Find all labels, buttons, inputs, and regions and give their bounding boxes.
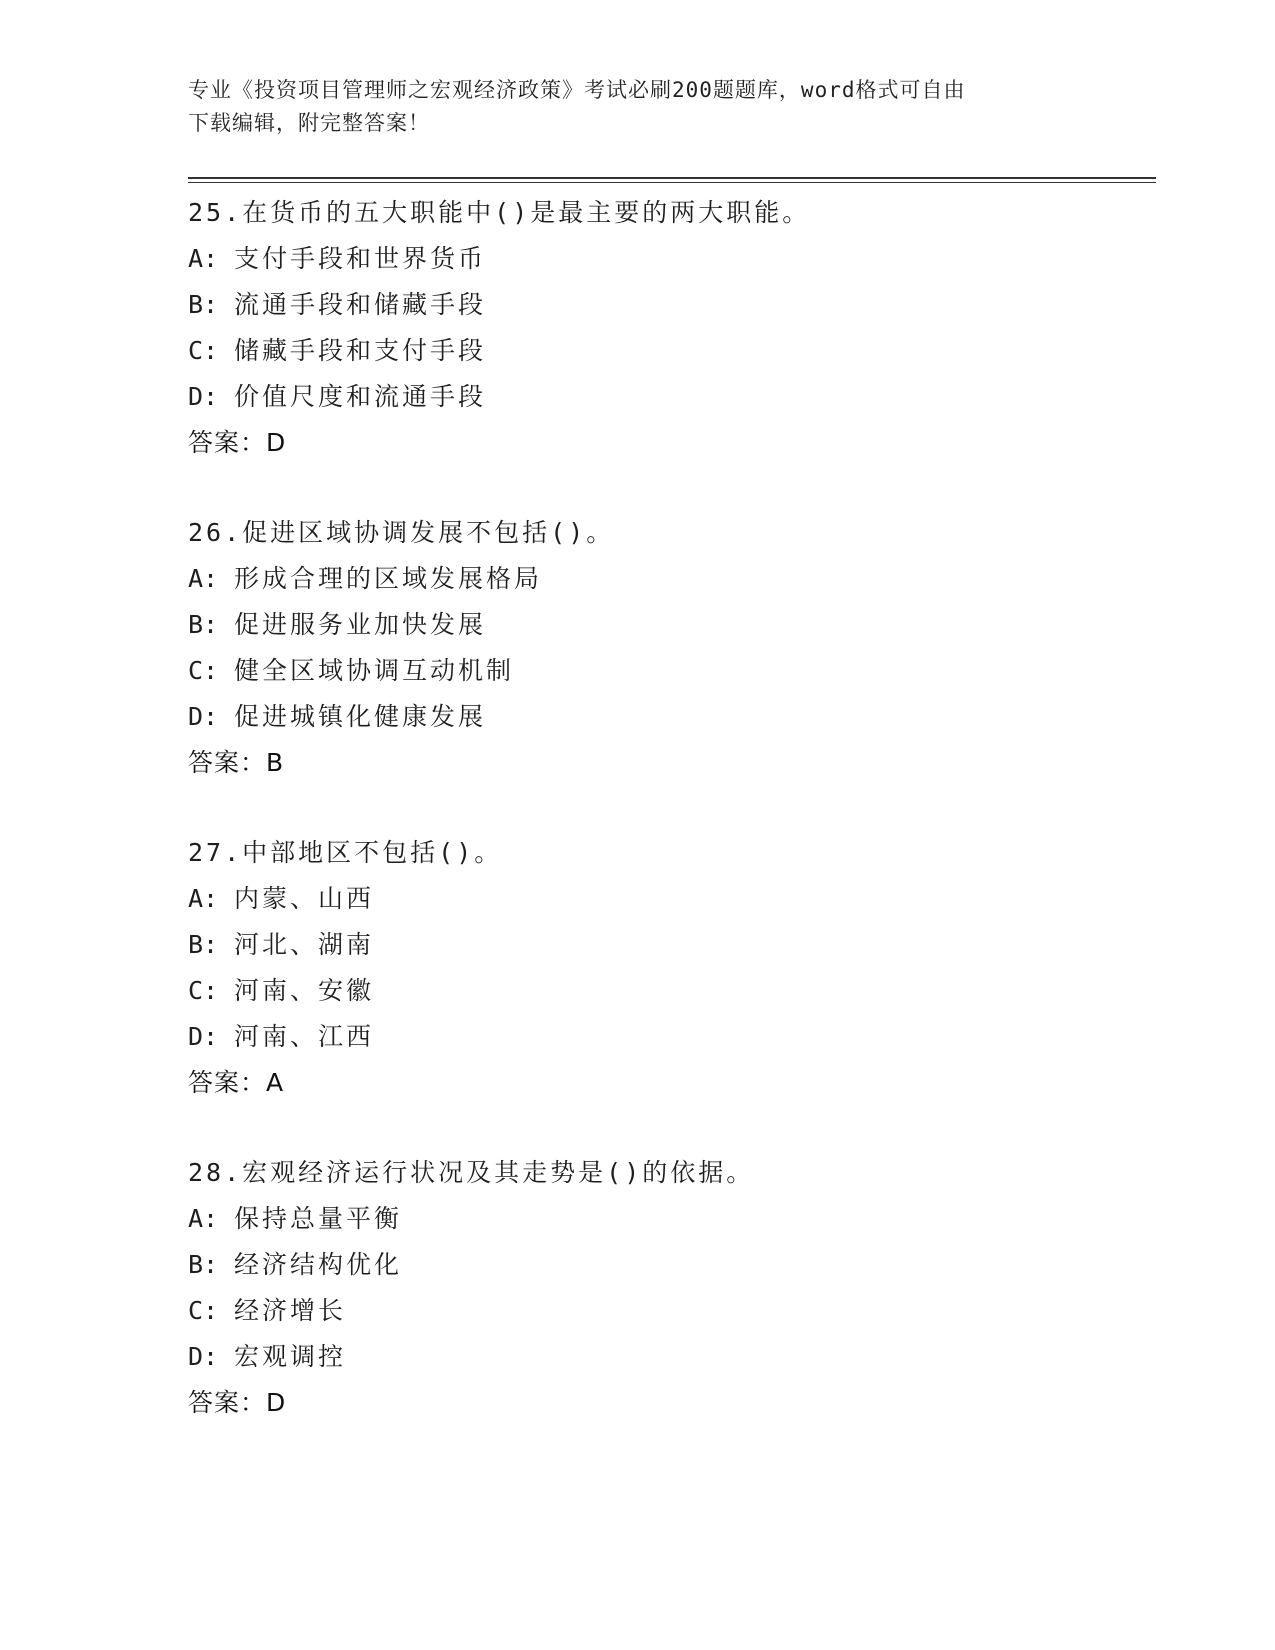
option-key: C: (188, 1296, 219, 1325)
header-divider-thin (188, 182, 1156, 183)
question-stem: 28.宏观经济运行状况及其走势是()的依据。 (188, 1158, 755, 1187)
option-key: A: (188, 1204, 219, 1233)
option-key: C: (188, 336, 219, 365)
document-header (188, 74, 1068, 140)
option-key: D: (188, 702, 219, 731)
question-stem: 25.在货币的五大职能中()是最主要的两大职能。 (188, 198, 811, 227)
header-divider-thick (188, 177, 1156, 179)
option-b (188, 602, 1156, 648)
answer-line: 答案：A (188, 1068, 285, 1097)
option-d (188, 694, 1156, 740)
question-list (188, 190, 1156, 1470)
option-key: C: (188, 976, 219, 1005)
option-key: A: (188, 564, 219, 593)
option-text: 宏观调控 (234, 1342, 347, 1371)
question-stem: 27.中部地区不包括()。 (188, 838, 503, 867)
option-b (188, 1242, 1156, 1288)
option-key: B: (188, 290, 219, 319)
option-text: 保持总量平衡 (234, 1204, 403, 1233)
question-block (188, 1150, 1156, 1470)
option-text: 促进城镇化健康发展 (234, 702, 487, 731)
option-c (188, 968, 1156, 1014)
option-text: 储藏手段和支付手段 (234, 336, 487, 365)
option-text: 价值尺度和流通手段 (234, 382, 487, 411)
option-a (188, 1196, 1156, 1242)
option-key: D: (188, 1342, 219, 1371)
option-a (188, 236, 1156, 282)
option-c (188, 1288, 1156, 1334)
option-text: 经济结构优化 (234, 1250, 403, 1279)
option-a (188, 556, 1156, 602)
answer-line: 答案：D (188, 1388, 287, 1417)
option-d (188, 374, 1156, 420)
option-c (188, 648, 1156, 694)
option-text: 健全区域协调互动机制 (234, 656, 515, 685)
option-text: 内蒙、山西 (234, 884, 375, 913)
option-key: A: (188, 244, 219, 273)
option-d (188, 1334, 1156, 1380)
option-text: 流通手段和储藏手段 (234, 290, 487, 319)
option-key: B: (188, 1250, 219, 1279)
question-block (188, 510, 1156, 830)
option-text: 促进服务业加快发展 (234, 610, 487, 639)
option-c (188, 328, 1156, 374)
option-text: 河南、安徽 (234, 976, 375, 1005)
header-line-1: 专业《投资项目管理师之宏观经济政策》考试必刷200题题库，word格式可自由 (188, 78, 966, 102)
option-b (188, 282, 1156, 328)
option-key: B: (188, 610, 219, 639)
option-key: D: (188, 382, 219, 411)
answer-line: 答案：D (188, 428, 287, 457)
option-key: B: (188, 930, 219, 959)
option-text: 支付手段和世界货币 (234, 244, 487, 273)
option-text: 经济增长 (234, 1296, 347, 1325)
option-key: C: (188, 656, 219, 685)
option-d (188, 1014, 1156, 1060)
option-text: 河北、湖南 (234, 930, 375, 959)
option-b (188, 922, 1156, 968)
question-stem: 26.促进区域协调发展不包括()。 (188, 518, 615, 547)
option-text: 形成合理的区域发展格局 (234, 564, 543, 593)
question-block (188, 190, 1156, 510)
header-line-2: 下载编辑，附完整答案！ (188, 111, 430, 135)
option-a (188, 876, 1156, 922)
question-block (188, 830, 1156, 1150)
option-key: D: (188, 1022, 219, 1051)
answer-line: 答案：B (188, 748, 285, 777)
option-text: 河南、江西 (234, 1022, 375, 1051)
option-key: A: (188, 884, 219, 913)
